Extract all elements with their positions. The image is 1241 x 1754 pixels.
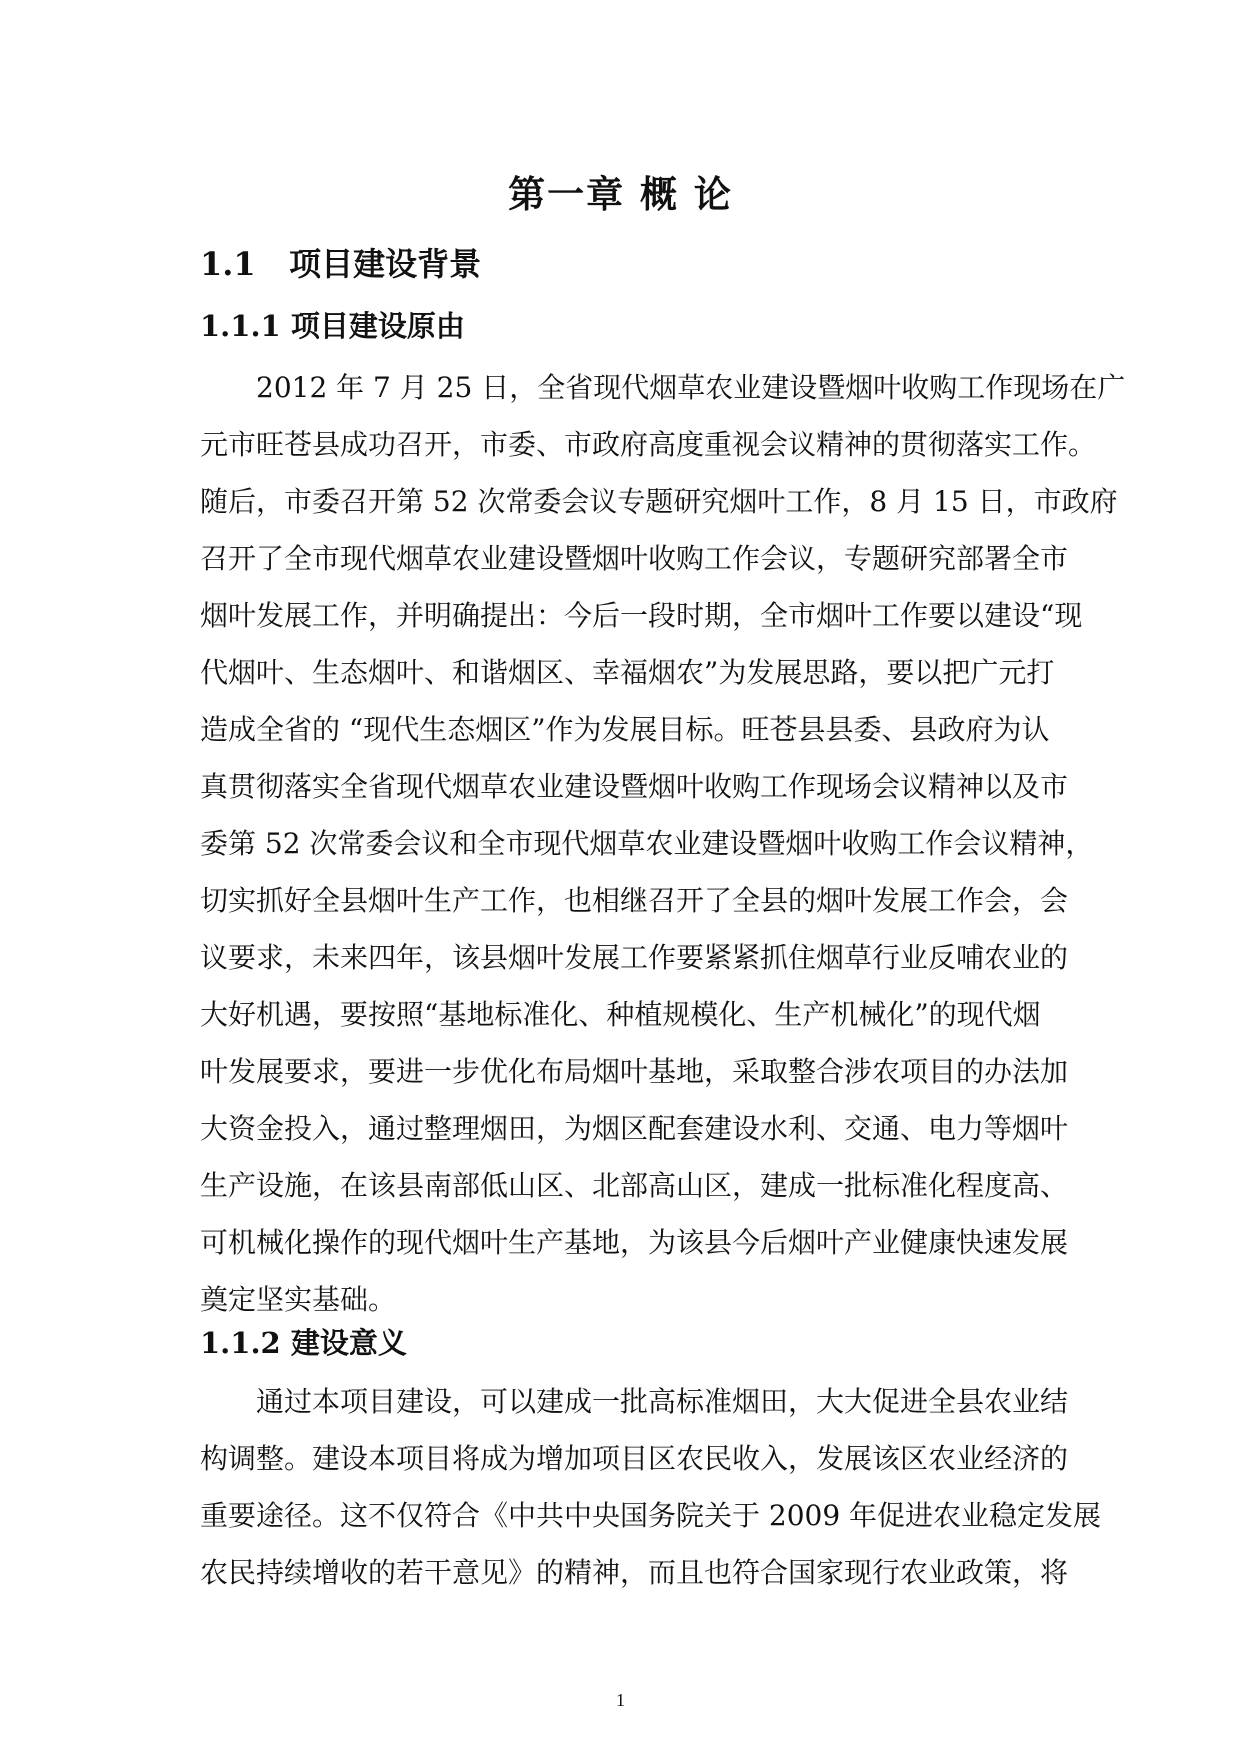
paragraph-line: 造成全省的 “现代生态烟区”作为发展目标。旺苍县县委、县政府为认 <box>200 713 1050 746</box>
paragraph-reason <box>200 359 1126 1328</box>
paragraph-line: 随后，市委召开第 52 次常委会议专题研究烟叶工作，8 月 15 日，市政府 <box>200 485 1118 518</box>
paragraph-line: 农民持续增收的若干意见》的精神，而且也符合国家现行农业政策，将 <box>200 1556 1069 1589</box>
section-heading: 1.1 项目建设背景 <box>200 245 482 283</box>
paragraph-line: 大资金投入，通过整理烟田，为烟区配套建设水利、交通、电力等烟叶 <box>200 1112 1069 1145</box>
paragraph-line: 元市旺苍县成功召开，市委、市政府高度重视会议精神的贯彻落实工作。 <box>200 428 1097 461</box>
paragraph-line: 奠定坚实基础。 <box>200 1283 397 1316</box>
paragraph-line: 代烟叶、生态烟叶、和谐烟区、幸福烟农”为发展思路，要以把广元打 <box>200 656 1055 689</box>
paragraph-line: 重要途径。这不仅符合《中共中央国务院关于 2009 年促进农业稳定发展 <box>200 1499 1102 1532</box>
paragraph-line: 委第 52 次常委会议和全市现代烟草农业建设暨烟叶收购工作会议精神， <box>200 827 1094 860</box>
paragraph-line: 召开了全市现代烟草农业建设暨烟叶收购工作会议，专题研究部署全市 <box>200 542 1069 575</box>
paragraph-line: 通过本项目建设，可以建成一批高标准烟田，大大促进全县农业结 <box>256 1385 1069 1418</box>
paragraph-line: 构调整。建设本项目将成为增加项目区农民收入，发展该区农业经济的 <box>200 1442 1069 1475</box>
subsection-heading-significance: 1.1.2 建设意义 <box>200 1326 407 1360</box>
paragraph-line: 真贯彻落实全省现代烟草农业建设暨烟叶收购工作现场会议精神以及市 <box>200 770 1069 803</box>
subsection-heading-reason: 1.1.1 项目建设原由 <box>200 309 465 343</box>
paragraph-line: 议要求，未来四年，该县烟叶发展工作要紧紧抓住烟草行业反哺农业的 <box>200 941 1069 974</box>
paragraph-line: 生产设施，在该县南部低山区、北部高山区，建成一批标准化程度高、 <box>200 1169 1069 1202</box>
paragraph-line: 叶发展要求，要进一步优化布局烟叶基地，采取整合涉农项目的办法加 <box>200 1055 1069 1088</box>
paragraph-line: 烟叶发展工作，并明确提出：今后一段时期，全市烟叶工作要以建设“现 <box>200 599 1083 632</box>
paragraph-line: 2012 年 7 月 25 日，全省现代烟草农业建设暨烟叶收购工作现场在广 <box>256 371 1126 404</box>
page-number: 1 <box>616 1690 625 1710</box>
paragraph-line: 可机械化操作的现代烟叶生产基地，为该县今后烟叶产业健康快速发展 <box>200 1226 1069 1259</box>
paragraph-line: 大好机遇，要按照“基地标准化、种植规模化、生产机械化”的现代烟 <box>200 998 1041 1031</box>
paragraph-significance <box>200 1373 1110 1601</box>
chapter-title: 第一章 概 论 <box>508 172 733 216</box>
paragraph-line: 切实抓好全县烟叶生产工作，也相继召开了全县的烟叶发展工作会，会 <box>200 884 1069 917</box>
